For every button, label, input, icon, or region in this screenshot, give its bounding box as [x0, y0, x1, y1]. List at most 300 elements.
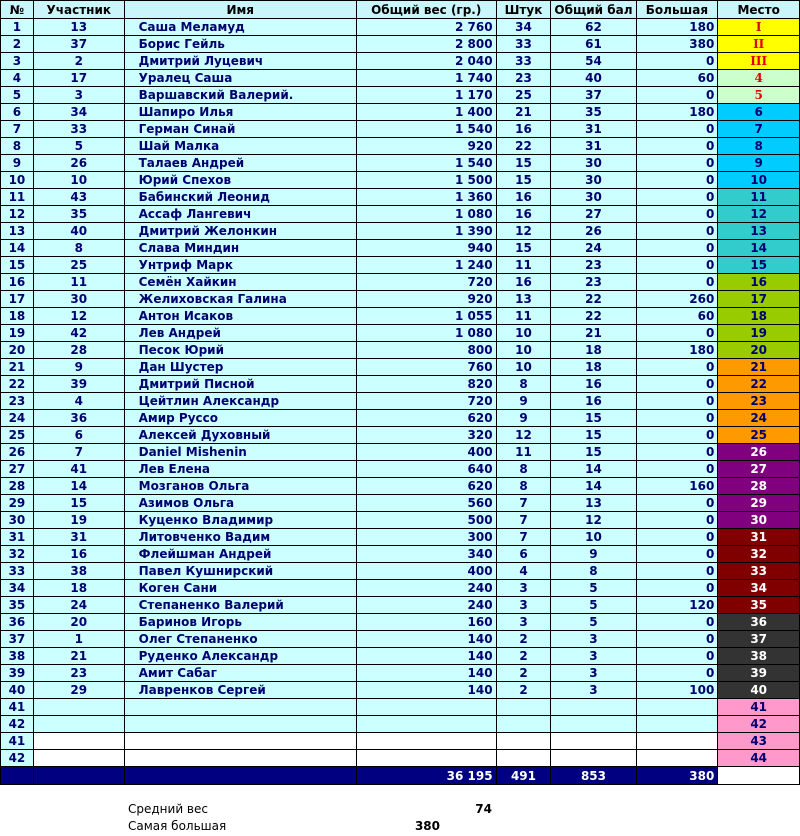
cell-participant[interactable]: 24	[33, 597, 124, 614]
cell-number[interactable]: 26	[1, 444, 34, 461]
cell-number[interactable]: 33	[1, 563, 34, 580]
cell-weight[interactable]: 1 540	[356, 155, 496, 172]
cell-weight[interactable]: 1 080	[356, 206, 496, 223]
cell-place[interactable]: 13	[718, 223, 800, 240]
cell-pieces[interactable]	[496, 750, 551, 767]
cell-participant[interactable]: 29	[33, 682, 124, 699]
cell-biggest[interactable]: 0	[636, 512, 718, 529]
cell-participant[interactable]: 19	[33, 512, 124, 529]
cell-participant[interactable]: 13	[33, 19, 124, 36]
cell-pieces[interactable]: 21	[496, 104, 551, 121]
cell-score[interactable]: 30	[551, 155, 636, 172]
cell-number[interactable]: 22	[1, 376, 34, 393]
cell-participant[interactable]	[33, 750, 124, 767]
cell-number[interactable]: 3	[1, 53, 34, 70]
cell-participant[interactable]: 36	[33, 410, 124, 427]
cell-place[interactable]: 40	[718, 682, 800, 699]
cell-number[interactable]: 28	[1, 478, 34, 495]
cell-weight[interactable]: 620	[356, 478, 496, 495]
cell-weight[interactable]: 2 800	[356, 36, 496, 53]
cell-pieces[interactable]: 25	[496, 87, 551, 104]
cell-pieces[interactable]: 7	[496, 512, 551, 529]
total-pieces[interactable]: 491	[496, 767, 551, 785]
cell-weight[interactable]: 140	[356, 648, 496, 665]
cell-score[interactable]: 3	[551, 665, 636, 682]
average-weight-value[interactable]: 74	[475, 802, 492, 816]
cell-weight[interactable]	[356, 699, 496, 716]
cell-score[interactable]: 23	[551, 274, 636, 291]
cell-participant[interactable]: 38	[33, 563, 124, 580]
cell-place[interactable]: 35	[718, 597, 800, 614]
cell-place[interactable]: 6	[718, 104, 800, 121]
cell-score[interactable]: 13	[551, 495, 636, 512]
cell-participant[interactable]: 28	[33, 342, 124, 359]
cell-participant[interactable]: 21	[33, 648, 124, 665]
cell-place[interactable]: 5	[718, 87, 800, 104]
cell-name[interactable]: Куценко Владимир	[124, 512, 356, 529]
cell-number[interactable]: 19	[1, 325, 34, 342]
cell-weight[interactable]: 1 540	[356, 121, 496, 138]
cell-score[interactable]: 3	[551, 631, 636, 648]
cell-score[interactable]: 14	[551, 478, 636, 495]
cell-weight[interactable]	[356, 733, 496, 750]
cell-biggest[interactable]: 100	[636, 682, 718, 699]
cell-weight[interactable]: 620	[356, 410, 496, 427]
cell-number[interactable]: 21	[1, 359, 34, 376]
cell-score[interactable]	[551, 733, 636, 750]
cell-score[interactable]	[551, 750, 636, 767]
cell-place[interactable]: 16	[718, 274, 800, 291]
cell-weight[interactable]: 820	[356, 376, 496, 393]
cell-number[interactable]: 1	[1, 19, 34, 36]
cell-participant[interactable]: 3	[33, 87, 124, 104]
cell-participant[interactable]: 39	[33, 376, 124, 393]
cell-number[interactable]: 39	[1, 665, 34, 682]
cell-name[interactable]: Семён Хайкин	[124, 274, 356, 291]
cell-score[interactable]: 40	[551, 70, 636, 87]
cell-place[interactable]: 21	[718, 359, 800, 376]
cell-place[interactable]: II	[718, 36, 800, 53]
cell-biggest[interactable]: 180	[636, 19, 718, 36]
cell-name[interactable]: Антон Исаков	[124, 308, 356, 325]
cell-place[interactable]: 18	[718, 308, 800, 325]
cell-name[interactable]: Дмитрий Желонкин	[124, 223, 356, 240]
cell-place[interactable]: 10	[718, 172, 800, 189]
cell-score[interactable]: 10	[551, 529, 636, 546]
cell-biggest[interactable]	[636, 716, 718, 733]
cell-name[interactable]: Унтриф Марк	[124, 257, 356, 274]
cell-name[interactable]	[124, 733, 356, 750]
cell-place[interactable]: 19	[718, 325, 800, 342]
cell-number[interactable]: 36	[1, 614, 34, 631]
cell-biggest[interactable]: 60	[636, 70, 718, 87]
cell-number[interactable]: 35	[1, 597, 34, 614]
cell-place[interactable]: 4	[718, 70, 800, 87]
cell-pieces[interactable]: 22	[496, 138, 551, 155]
cell-name[interactable]: Дан Шустер	[124, 359, 356, 376]
cell-pieces[interactable]: 12	[496, 427, 551, 444]
cell-place[interactable]: 44	[718, 750, 800, 767]
cell-place[interactable]: 12	[718, 206, 800, 223]
cell-biggest[interactable]: 0	[636, 172, 718, 189]
cell-name[interactable]: Шай Малка	[124, 138, 356, 155]
cell-biggest[interactable]: 180	[636, 342, 718, 359]
cell-pieces[interactable]: 10	[496, 359, 551, 376]
cell-weight[interactable]: 640	[356, 461, 496, 478]
cell-pieces[interactable]: 8	[496, 376, 551, 393]
cell-score[interactable]: 37	[551, 87, 636, 104]
cell-pieces[interactable]	[496, 716, 551, 733]
cell-place[interactable]: 22	[718, 376, 800, 393]
cell-pieces[interactable]: 7	[496, 495, 551, 512]
cell-pieces[interactable]	[496, 699, 551, 716]
cell-pieces[interactable]: 16	[496, 189, 551, 206]
cell-name[interactable]: Бабинский Леонид	[124, 189, 356, 206]
cell-score[interactable]: 22	[551, 308, 636, 325]
cell-biggest[interactable]: 0	[636, 138, 718, 155]
cell-place[interactable]: 29	[718, 495, 800, 512]
cell-biggest[interactable]: 0	[636, 53, 718, 70]
cell-pieces[interactable]: 16	[496, 121, 551, 138]
cell-biggest[interactable]: 0	[636, 461, 718, 478]
cell-place[interactable]: 33	[718, 563, 800, 580]
cell-name[interactable]: Лев Елена	[124, 461, 356, 478]
cell-score[interactable]: 15	[551, 444, 636, 461]
cell-score[interactable]: 5	[551, 597, 636, 614]
cell-biggest[interactable]: 0	[636, 410, 718, 427]
cell-place[interactable]: 39	[718, 665, 800, 682]
cell-weight[interactable]: 1 360	[356, 189, 496, 206]
cell-score[interactable]: 5	[551, 580, 636, 597]
cell-number[interactable]: 42	[1, 750, 34, 767]
cell-pieces[interactable]: 2	[496, 665, 551, 682]
cell-weight[interactable]: 1 240	[356, 257, 496, 274]
cell-place[interactable]: 24	[718, 410, 800, 427]
cell-number[interactable]: 41	[1, 699, 34, 716]
cell-biggest[interactable]	[636, 733, 718, 750]
cell-biggest[interactable]: 0	[636, 223, 718, 240]
cell-biggest[interactable]: 0	[636, 495, 718, 512]
cell-biggest[interactable]	[636, 699, 718, 716]
cell-place[interactable]: 27	[718, 461, 800, 478]
total-score[interactable]: 853	[551, 767, 636, 785]
cell-pieces[interactable]	[496, 733, 551, 750]
cell-number[interactable]: 34	[1, 580, 34, 597]
cell-biggest[interactable]: 160	[636, 478, 718, 495]
cell-pieces[interactable]: 15	[496, 240, 551, 257]
cell-biggest[interactable]: 180	[636, 104, 718, 121]
cell-number[interactable]: 15	[1, 257, 34, 274]
cell-score[interactable]	[551, 699, 636, 716]
cell-weight[interactable]: 300	[356, 529, 496, 546]
cell-participant[interactable]: 1	[33, 631, 124, 648]
header-biggest[interactable]: Большая	[636, 1, 718, 19]
cell-weight[interactable]: 1 080	[356, 325, 496, 342]
cell-weight[interactable]: 140	[356, 631, 496, 648]
cell-biggest[interactable]: 0	[636, 155, 718, 172]
totals-blank-place[interactable]	[718, 767, 800, 785]
cell-participant[interactable]: 25	[33, 257, 124, 274]
cell-name[interactable]: Олег Степаненко	[124, 631, 356, 648]
cell-number[interactable]: 25	[1, 427, 34, 444]
cell-score[interactable]: 14	[551, 461, 636, 478]
cell-place[interactable]: 9	[718, 155, 800, 172]
cell-weight[interactable]: 1 500	[356, 172, 496, 189]
header-number[interactable]: №	[1, 1, 34, 19]
cell-score[interactable]: 35	[551, 104, 636, 121]
cell-name[interactable]: Баринов Игорь	[124, 614, 356, 631]
cell-number[interactable]: 12	[1, 206, 34, 223]
cell-number[interactable]: 38	[1, 648, 34, 665]
totals-blank-participant[interactable]	[33, 767, 124, 785]
cell-place[interactable]: 14	[718, 240, 800, 257]
cell-place[interactable]: 20	[718, 342, 800, 359]
header-total-weight[interactable]: Общий вес (гр.)	[356, 1, 496, 19]
cell-pieces[interactable]: 4	[496, 563, 551, 580]
cell-score[interactable]: 5	[551, 614, 636, 631]
cell-number[interactable]: 27	[1, 461, 34, 478]
header-participant[interactable]: Участник	[33, 1, 124, 19]
cell-name[interactable]: Степаненко Валерий	[124, 597, 356, 614]
cell-participant[interactable]: 8	[33, 240, 124, 257]
cell-place[interactable]: 15	[718, 257, 800, 274]
cell-number[interactable]: 37	[1, 631, 34, 648]
cell-name[interactable]: Саша Меламуд	[124, 19, 356, 36]
cell-biggest[interactable]: 0	[636, 189, 718, 206]
cell-participant[interactable]: 20	[33, 614, 124, 631]
cell-participant[interactable]: 9	[33, 359, 124, 376]
cell-pieces[interactable]: 34	[496, 19, 551, 36]
cell-participant[interactable]: 41	[33, 461, 124, 478]
cell-participant[interactable]: 43	[33, 189, 124, 206]
cell-place[interactable]: 32	[718, 546, 800, 563]
cell-name[interactable]: Уралец Саша	[124, 70, 356, 87]
cell-name[interactable]: Амир Руссо	[124, 410, 356, 427]
cell-number[interactable]: 11	[1, 189, 34, 206]
cell-weight[interactable]: 1 170	[356, 87, 496, 104]
cell-number[interactable]: 42	[1, 716, 34, 733]
cell-place[interactable]: 8	[718, 138, 800, 155]
cell-participant[interactable]: 42	[33, 325, 124, 342]
cell-biggest[interactable]: 0	[636, 325, 718, 342]
cell-biggest[interactable]: 0	[636, 376, 718, 393]
cell-weight[interactable]: 1 055	[356, 308, 496, 325]
cell-biggest[interactable]: 0	[636, 121, 718, 138]
cell-weight[interactable]: 140	[356, 665, 496, 682]
cell-name[interactable]: Цейтлин Александр	[124, 393, 356, 410]
cell-pieces[interactable]: 12	[496, 223, 551, 240]
header-total-score[interactable]: Общий бал	[551, 1, 636, 19]
cell-pieces[interactable]: 16	[496, 274, 551, 291]
cell-score[interactable]: 61	[551, 36, 636, 53]
cell-name[interactable]: Флейшман Андрей	[124, 546, 356, 563]
cell-place[interactable]: I	[718, 19, 800, 36]
cell-name[interactable]: Желиховская Галина	[124, 291, 356, 308]
cell-place[interactable]: 36	[718, 614, 800, 631]
cell-weight[interactable]: 1 400	[356, 104, 496, 121]
cell-name[interactable]: Песок Юрий	[124, 342, 356, 359]
cell-biggest[interactable]: 380	[636, 36, 718, 53]
cell-number[interactable]: 23	[1, 393, 34, 410]
cell-biggest[interactable]: 0	[636, 444, 718, 461]
cell-score[interactable]: 31	[551, 121, 636, 138]
cell-biggest[interactable]: 0	[636, 240, 718, 257]
cell-pieces[interactable]: 33	[496, 36, 551, 53]
cell-pieces[interactable]: 13	[496, 291, 551, 308]
cell-weight[interactable]: 560	[356, 495, 496, 512]
cell-name[interactable]: Юрий Спехов	[124, 172, 356, 189]
cell-number[interactable]: 32	[1, 546, 34, 563]
cell-pieces[interactable]: 8	[496, 478, 551, 495]
cell-biggest[interactable]: 0	[636, 631, 718, 648]
cell-number[interactable]: 13	[1, 223, 34, 240]
cell-name[interactable]: Герман Синай	[124, 121, 356, 138]
cell-weight[interactable]: 2 760	[356, 19, 496, 36]
cell-biggest[interactable]: 0	[636, 274, 718, 291]
cell-name[interactable]	[124, 699, 356, 716]
cell-participant[interactable]: 6	[33, 427, 124, 444]
cell-number[interactable]: 14	[1, 240, 34, 257]
cell-name[interactable]: Руденко Александр	[124, 648, 356, 665]
cell-place[interactable]: 25	[718, 427, 800, 444]
cell-pieces[interactable]: 10	[496, 342, 551, 359]
cell-biggest[interactable]: 0	[636, 529, 718, 546]
cell-biggest[interactable]	[636, 750, 718, 767]
cell-place[interactable]: 41	[718, 699, 800, 716]
cell-place[interactable]: 37	[718, 631, 800, 648]
cell-biggest[interactable]: 0	[636, 546, 718, 563]
cell-weight[interactable]: 720	[356, 274, 496, 291]
cell-participant[interactable]: 2	[33, 53, 124, 70]
cell-pieces[interactable]: 3	[496, 597, 551, 614]
cell-place[interactable]: 28	[718, 478, 800, 495]
cell-weight[interactable]: 760	[356, 359, 496, 376]
cell-name[interactable]: Азимов Ольга	[124, 495, 356, 512]
cell-place[interactable]: 42	[718, 716, 800, 733]
cell-score[interactable]: 16	[551, 393, 636, 410]
cell-weight[interactable]: 920	[356, 138, 496, 155]
cell-score[interactable]: 8	[551, 563, 636, 580]
cell-score[interactable]: 21	[551, 325, 636, 342]
cell-biggest[interactable]: 0	[636, 665, 718, 682]
cell-name[interactable]: Коген Сани	[124, 580, 356, 597]
cell-participant[interactable]: 37	[33, 36, 124, 53]
cell-biggest[interactable]: 0	[636, 206, 718, 223]
cell-score[interactable]	[551, 716, 636, 733]
cell-weight[interactable]: 1 390	[356, 223, 496, 240]
cell-score[interactable]: 26	[551, 223, 636, 240]
cell-place[interactable]: 17	[718, 291, 800, 308]
cell-pieces[interactable]: 2	[496, 631, 551, 648]
cell-number[interactable]: 5	[1, 87, 34, 104]
cell-participant[interactable]: 31	[33, 529, 124, 546]
cell-pieces[interactable]: 15	[496, 172, 551, 189]
cell-participant[interactable]: 11	[33, 274, 124, 291]
cell-place[interactable]: 26	[718, 444, 800, 461]
cell-biggest[interactable]: 0	[636, 580, 718, 597]
cell-number[interactable]: 41	[1, 733, 34, 750]
cell-biggest[interactable]: 0	[636, 563, 718, 580]
cell-pieces[interactable]: 7	[496, 529, 551, 546]
cell-pieces[interactable]: 15	[496, 155, 551, 172]
cell-weight[interactable]: 1 740	[356, 70, 496, 87]
cell-biggest[interactable]: 0	[636, 87, 718, 104]
cell-pieces[interactable]: 11	[496, 257, 551, 274]
header-pieces[interactable]: Штук	[496, 1, 551, 19]
cell-participant[interactable]: 7	[33, 444, 124, 461]
cell-place[interactable]: 23	[718, 393, 800, 410]
cell-place[interactable]: 11	[718, 189, 800, 206]
header-name[interactable]: Имя	[124, 1, 356, 19]
cell-number[interactable]: 40	[1, 682, 34, 699]
cell-weight[interactable]: 720	[356, 393, 496, 410]
cell-weight[interactable]: 240	[356, 580, 496, 597]
cell-biggest[interactable]: 0	[636, 359, 718, 376]
cell-participant[interactable]: 34	[33, 104, 124, 121]
cell-participant[interactable]: 18	[33, 580, 124, 597]
cell-score[interactable]: 30	[551, 189, 636, 206]
cell-weight[interactable]: 920	[356, 291, 496, 308]
totals-blank-name[interactable]	[124, 767, 356, 785]
cell-biggest[interactable]: 0	[636, 427, 718, 444]
cell-participant[interactable]: 10	[33, 172, 124, 189]
cell-pieces[interactable]: 9	[496, 410, 551, 427]
cell-pieces[interactable]: 23	[496, 70, 551, 87]
cell-name[interactable]: Дмитрий Луцевич	[124, 53, 356, 70]
cell-pieces[interactable]: 11	[496, 444, 551, 461]
cell-place[interactable]: 34	[718, 580, 800, 597]
cell-biggest[interactable]: 120	[636, 597, 718, 614]
cell-pieces[interactable]: 6	[496, 546, 551, 563]
cell-pieces[interactable]: 10	[496, 325, 551, 342]
totals-blank-number[interactable]	[1, 767, 34, 785]
cell-pieces[interactable]: 33	[496, 53, 551, 70]
cell-participant[interactable]	[33, 733, 124, 750]
cell-place[interactable]: 7	[718, 121, 800, 138]
cell-pieces[interactable]: 9	[496, 393, 551, 410]
cell-name[interactable]	[124, 750, 356, 767]
cell-name[interactable]	[124, 716, 356, 733]
total-weight[interactable]: 36 195	[356, 767, 496, 785]
cell-pieces[interactable]: 3	[496, 580, 551, 597]
cell-biggest[interactable]: 0	[636, 648, 718, 665]
max-weight-value[interactable]: 380	[414, 819, 440, 833]
cell-biggest[interactable]: 60	[636, 308, 718, 325]
cell-number[interactable]: 18	[1, 308, 34, 325]
cell-participant[interactable]	[33, 716, 124, 733]
cell-weight[interactable]: 400	[356, 563, 496, 580]
cell-score[interactable]: 22	[551, 291, 636, 308]
cell-number[interactable]: 30	[1, 512, 34, 529]
cell-score[interactable]: 16	[551, 376, 636, 393]
cell-name[interactable]: Лавренков Сергей	[124, 682, 356, 699]
cell-participant[interactable]: 4	[33, 393, 124, 410]
cell-score[interactable]: 3	[551, 648, 636, 665]
cell-weight[interactable]: 240	[356, 597, 496, 614]
cell-number[interactable]: 31	[1, 529, 34, 546]
cell-participant[interactable]: 14	[33, 478, 124, 495]
cell-number[interactable]: 29	[1, 495, 34, 512]
cell-biggest[interactable]: 0	[636, 393, 718, 410]
cell-number[interactable]: 17	[1, 291, 34, 308]
cell-participant[interactable]: 23	[33, 665, 124, 682]
cell-participant[interactable]: 26	[33, 155, 124, 172]
cell-place[interactable]: III	[718, 53, 800, 70]
cell-score[interactable]: 9	[551, 546, 636, 563]
cell-weight[interactable]	[356, 750, 496, 767]
cell-place[interactable]: 31	[718, 529, 800, 546]
cell-name[interactable]: Мозганов Ольга	[124, 478, 356, 495]
